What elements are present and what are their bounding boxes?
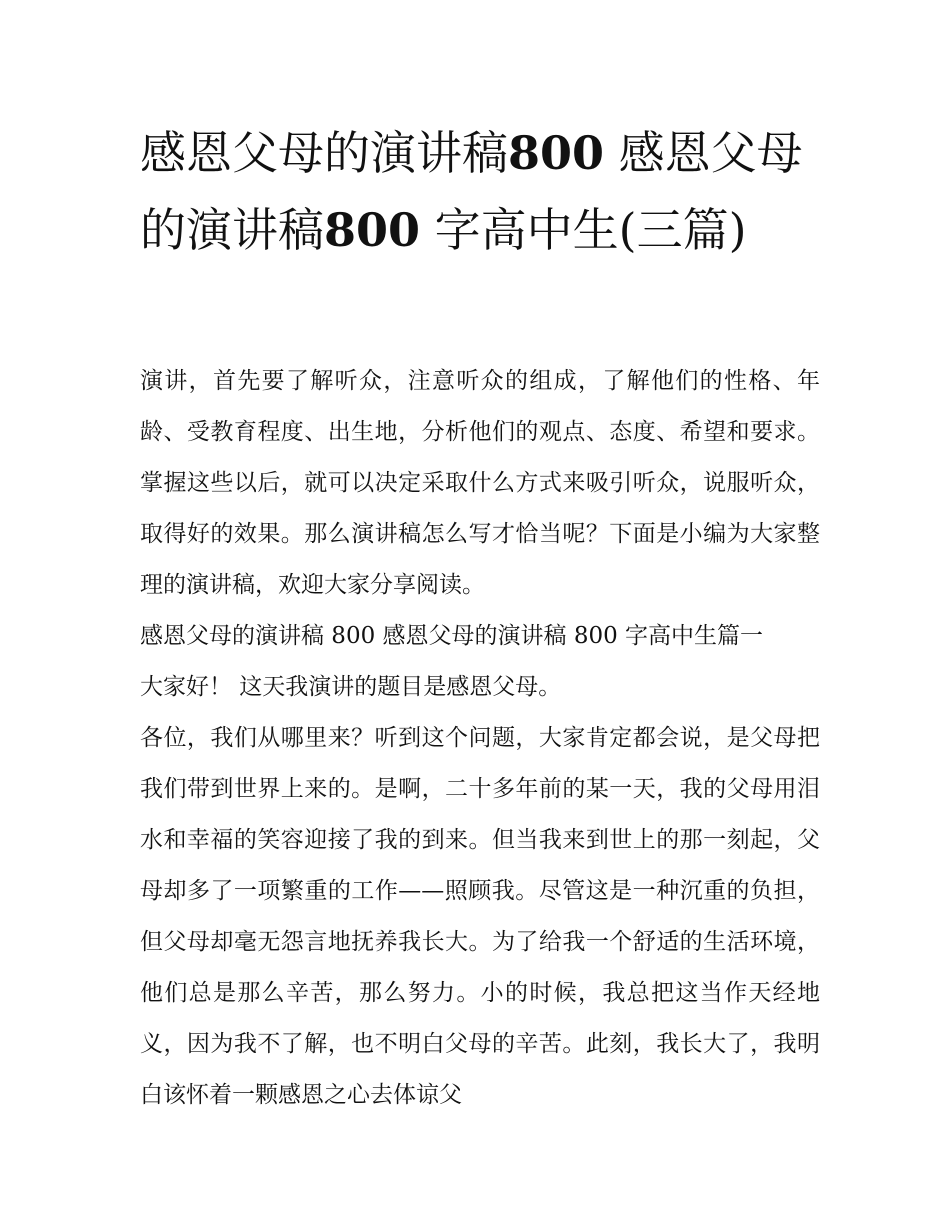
title-part-2: 800: [508, 126, 605, 180]
title-part-4: 800: [324, 203, 421, 257]
section-heading: 感恩父母的演讲稿 800 感恩父母的演讲稿 800 字高中生篇一: [140, 623, 764, 649]
title-part-5: 字高中生(三篇): [420, 203, 747, 257]
document-title: [140, 115, 820, 269]
title-part-1: 感恩父母的演讲稿: [140, 126, 508, 180]
body-paragraph: 各位，我们从哪里来？听到这个问题，大家肯定都会说，是父母把我们带到世界上来的。是啊，二十多年前的某一天，我的父母用泪水和幸福的笑容迎接了我的到来。但当我来到世上的那一刻起，父母却多了一项繁重的工作——照顾我。尽管这是一种沉重的负担，但父母却毫无怨言地抚养我长大。为了给我一个舒适的生活环境，他们总是那么辛苦，那么努力。小的时候，我总把这当作天经地义，因为我不了解，也不明白父母的辛苦。此刻，我长大了，我明白该怀着一颗感恩之心去体谅父: [140, 725, 820, 1108]
greeting-paragraph: 大家好！ 这天我演讲的题目是感恩父母。: [140, 674, 562, 700]
intro-paragraph: 演讲，首先要了解听众，注意听众的组成，了解他们的性格、年龄、受教育程度、出生地，分析他们的观点、态度、希望和要求。掌握这些以后，就可以决定采取什么方式来吸引听众，说服听众，取得好的效果。那么演讲稿怎么写才恰当呢？下面是小编为大家整理的演讲稿，欢迎大家分享阅读。: [140, 368, 820, 598]
document-body: [140, 356, 820, 1121]
title-part-3: 感恩父母的演讲稿: [140, 126, 803, 257]
